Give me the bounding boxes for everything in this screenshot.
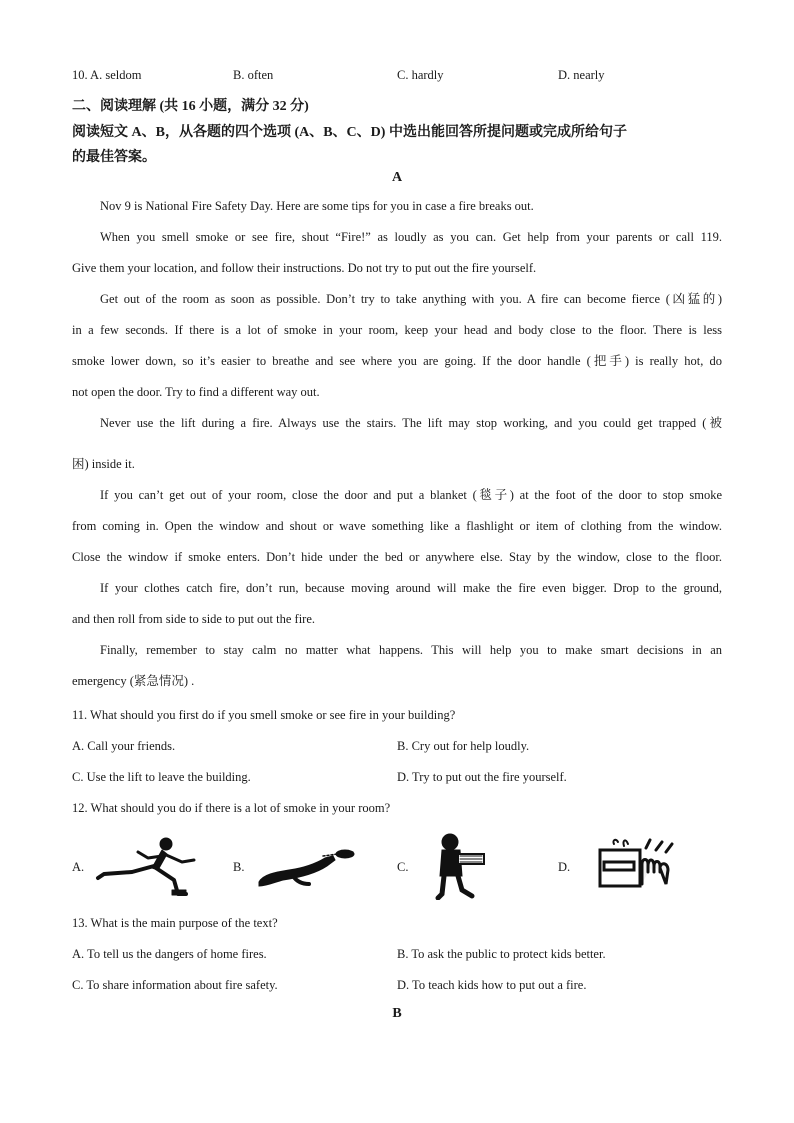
paragraph-3-line: not open the door. Try to find a different way out. xyxy=(72,385,320,399)
paragraph-6-line: If your clothes catch fire, don’t run, because moving around will make the fire even bigger. Drop to the ground, xyxy=(100,581,722,595)
q10-option-b: B. often xyxy=(233,68,274,82)
hand-on-hot-door-handle-picture xyxy=(596,836,682,892)
q11-option-b: B. Cry out for help loudly. xyxy=(397,739,530,753)
q12-option-b: B. xyxy=(233,860,245,874)
paragraph-3-line: in a few seconds. If there is a lot of smoke in your room, keep your head and body close to the floor. There is less xyxy=(72,323,722,337)
crawling-person-picture xyxy=(253,846,357,888)
paragraph-2-line: When you smell smoke or see fire, shout “Fire!” as loudly as you can. Get help from your parents or call 119. xyxy=(100,230,722,244)
paragraph-3-line: smoke lower down, so it’s easier to breathe and see where you are going. If the door handle (把手) is really hot, do xyxy=(72,354,722,368)
paragraph-3-line: Get out of the room as soon as possible. Don’t try to take anything with you. A fire can become fierce (凶猛的) xyxy=(100,292,722,306)
passage-a-body xyxy=(72,191,722,697)
q12-option-d: D. xyxy=(558,860,571,874)
paragraph-4-line: 困) inside it. xyxy=(72,457,135,471)
paragraph-6-line: and then roll from side to side to put out the fire. xyxy=(72,612,316,626)
q12-option-a: A. xyxy=(72,860,85,874)
q11-stem: 11. What should you first do if you smell smoke or see fire in your building? xyxy=(72,708,456,722)
paragraph-4-line: Never use the lift during a fire. Always use the stairs. The lift may stop working, and you could get trapped (被 xyxy=(100,416,722,430)
paragraph-5-line: Close the window if smoke enters. Don’t hide under the bed or anywhere else. Stay by the window, close to the floor. xyxy=(72,550,722,564)
q11-option-a: A. Call your friends. xyxy=(72,739,176,753)
section-title: 二、阅读理解 (共 16 小题，满分 32 分) xyxy=(72,99,309,114)
section-instruction: 阅读短文 A、B，从各题的四个选项 (A、B、C、D) 中选出能回答所提问题或完成所给句子 xyxy=(72,125,627,140)
q12-option-c: C. xyxy=(397,860,409,874)
passage-a-heading: A xyxy=(391,170,403,185)
running-person-picture xyxy=(92,836,202,898)
paragraph-7-line: Finally, remember to stay calm no matter what happens. This will help you to make smart decisions in an xyxy=(100,643,722,657)
passage-b-heading: B xyxy=(392,1006,402,1021)
paragraph-5-line: If you can’t get out of your room, close the door and put a blanket (毯子) at the foot of the door to stop smoke xyxy=(100,488,722,502)
section-instruction-cont: 的最佳答案。 xyxy=(72,150,156,165)
q10-option-c: C. hardly xyxy=(397,68,444,82)
q10-option-d: D. nearly xyxy=(558,68,605,82)
q11-option-c: C. Use the lift to leave the building. xyxy=(72,770,251,784)
person-with-towel-picture xyxy=(428,832,490,900)
q13-option-d: D. To teach kids how to put out a fire. xyxy=(397,978,587,992)
q13-option-c: C. To share information about fire safety. xyxy=(72,978,278,992)
q11-option-d: D. Try to put out the fire yourself. xyxy=(397,770,567,784)
paragraph-2-line: Give them your location, and follow their instructions. Do not try to put out the fire yourself. xyxy=(72,261,537,275)
paragraph-5-line: from coming in. Open the window and shout or wave something like a flashlight or item of clothing from the window. xyxy=(72,519,722,533)
q13-option-a: A. To tell us the dangers of home fires. xyxy=(72,947,267,961)
paragraph-1: Nov 9 is National Fire Safety Day. Here are some tips for you in case a fire breaks out. xyxy=(100,199,534,213)
q13-stem: 13. What is the main purpose of the text? xyxy=(72,916,278,930)
q10-option-a: 10. A. seldom xyxy=(72,68,142,82)
paragraph-7-line: emergency (紧急情况) . xyxy=(72,674,195,688)
q12-stem: 12. What should you do if there is a lot of smoke in your room? xyxy=(72,801,391,815)
q13-option-b: B. To ask the public to protect kids better. xyxy=(397,947,606,961)
